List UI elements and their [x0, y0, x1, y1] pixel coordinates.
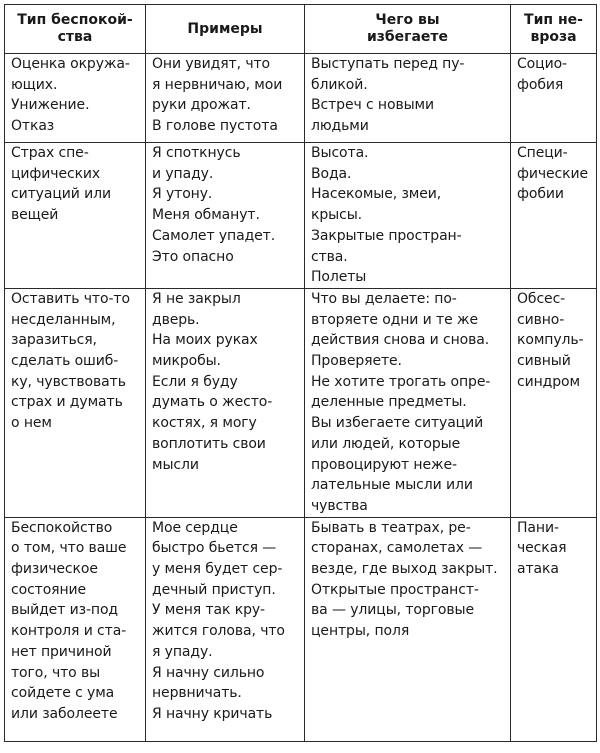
examples-cell: Я не закрыл дверь. На моих руках микробы. Если я буду думать о жесто- костях, я могу воплотить свои мысли [146, 288, 305, 517]
header-examples: Примеры [146, 5, 305, 54]
neurosis-type-cell: Пани- ческая атака [511, 517, 597, 741]
neurosis-type-cell: Специ- фические фобии [511, 143, 597, 289]
anxiety-type-cell: Оценка окружа- ющих. Унижение. Отказ [5, 54, 146, 143]
header-avoidance: Чего вы избегаете [305, 5, 511, 54]
table-row [5, 143, 597, 289]
examples-cell: Я споткнусь и упаду. Я утону. Меня обманут. Самолет упадет. Это опасно [146, 143, 305, 289]
header-neurosis-type: Тип не- вроза [511, 5, 597, 54]
table-row [5, 288, 597, 517]
avoidance-cell: Бывать в театрах, ре- сторанах, самолетах — везде, где выход закрыт. Открытые пространст- ва — улицы, торговые центры, поля [305, 517, 511, 741]
avoidance-cell: Высота. Вода. Насекомые, змеи, крысы. Закрытые простран- ства. Полеты [305, 143, 511, 289]
anxiety-type-cell: Страх спе- цифических ситуаций или вещей [5, 143, 146, 289]
table-row [5, 517, 597, 741]
anxiety-types-table [4, 4, 597, 742]
examples-cell: Они увидят, что я нервничаю, мои руки дрожат. В голове пустота [146, 54, 305, 143]
avoidance-cell: Выступать перед пу- бликой. Встреч с новыми людьми [305, 54, 511, 143]
neurosis-type-cell: Обсес- сивно- компуль- сивный синдром [511, 288, 597, 517]
anxiety-type-cell: Оставить что-то несделанным, заразиться, сделать ошиб- ку, чувствовать страх и думать о нем [5, 288, 146, 517]
anxiety-type-cell: Беспокойство о том, что ваше физическое состояние выйдет из-под контроля и ста- нет причиной того, что вы сойдете с ума или заболеете [5, 517, 146, 741]
neurosis-type-cell: Социо- фобия [511, 54, 597, 143]
header-anxiety-type: Тип беспокой- ства [5, 5, 146, 54]
table-row [5, 54, 597, 143]
avoidance-cell: Что вы делаете: по- вторяете одни и те же действия снова и снова. Проверяете. Не хотите трогать опре- деленные предметы. Вы избегаете ситуаций или людей, которые провоцируют неже- лательные мысли или чувства [305, 288, 511, 517]
examples-cell: Мое сердце быстро бьется — у меня будет сер- дечный приступ. У меня так кру- жится голова, что я упаду. Я начну сильно нервничать. Я начну кричать [146, 517, 305, 741]
header-row [5, 5, 597, 54]
